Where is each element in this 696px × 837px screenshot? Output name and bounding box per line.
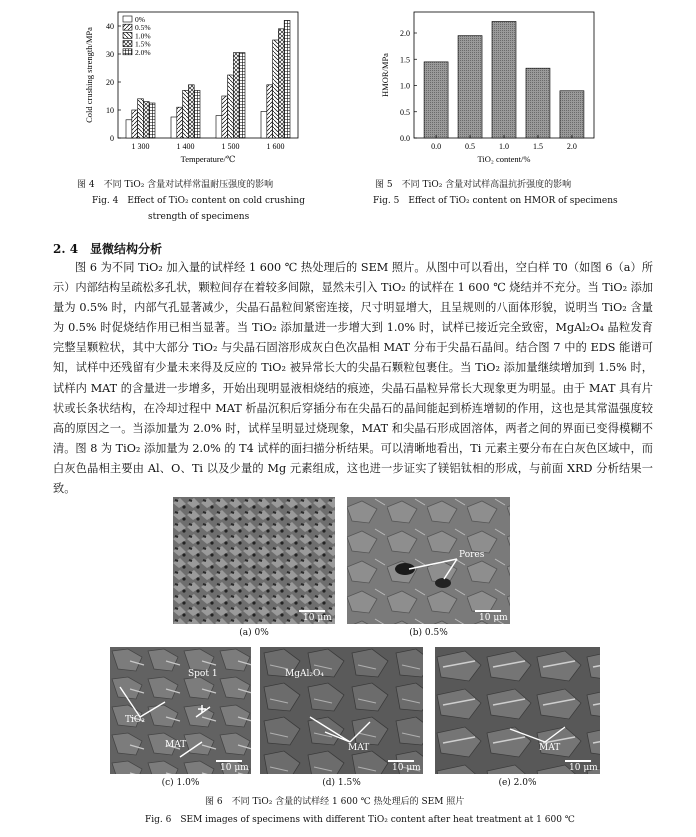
bar-0% <box>126 120 132 138</box>
y-axis-label: Cold crushing strength/MPa <box>84 27 94 123</box>
bar-0% <box>171 117 177 138</box>
legend-swatch <box>123 49 132 55</box>
y-tick-label: 30 <box>106 50 114 59</box>
x-tick-label: 2.0 <box>566 142 577 151</box>
x-tick-label: 1.0 <box>499 142 509 151</box>
label-c: (c) 1.0% <box>161 778 200 788</box>
label-b: (b) 0.5% <box>409 628 448 638</box>
bar-0.5% <box>177 107 183 138</box>
bar-0% <box>261 111 267 138</box>
bar-1.5% <box>233 53 239 138</box>
y-tick-label: 10 <box>106 106 114 115</box>
fig4-caption-en: Fig. 4 Effect of TiO₂ content on cold crushing <box>92 196 305 206</box>
y-tick-label: 1.5 <box>400 55 410 65</box>
y-axis-label: HMOR/MPa <box>380 53 390 97</box>
annotation-mat-e: MAT <box>539 743 561 753</box>
y-tick-label: 1.0 <box>400 81 410 91</box>
bar-0.5% <box>267 85 273 138</box>
scale-label-e: 10 μm <box>569 763 598 773</box>
y-tick-label: 0 <box>110 134 114 143</box>
bar-2.0% <box>149 103 155 138</box>
x-tick-label: 0.5 <box>465 142 476 151</box>
bar-0.5% <box>132 110 138 138</box>
bar-1.0% <box>183 90 189 138</box>
bar-1.0% <box>273 40 279 138</box>
sem-image-b <box>347 497 510 624</box>
label-e: (e) 2.0% <box>498 778 537 788</box>
x-axis-label: TiO₂ content/% <box>477 154 531 164</box>
x-axis-label: Temperature/℃ <box>180 154 236 164</box>
bar <box>526 68 550 138</box>
fig4-chart <box>82 4 312 174</box>
y-tick-label: 2.0 <box>400 29 410 38</box>
sem-image-c <box>110 647 251 774</box>
sem-image-e <box>435 647 600 774</box>
scale-label-d: 10 μm <box>392 763 421 773</box>
label-d: (d) 1.5% <box>322 778 361 788</box>
label-a: (a) 0% <box>239 628 269 638</box>
legend-label: 1.0% <box>135 31 151 41</box>
body-text <box>53 258 653 499</box>
bar-1.0% <box>228 75 234 138</box>
annotation-tio2: TiO₂ <box>125 715 145 725</box>
legend-swatch <box>123 32 132 38</box>
fig6-caption-en: Fig. 6 SEM images of specimens with different TiO₂ content after heat treatment at 1 600 ℃ <box>145 815 575 825</box>
x-tick-label: 1 300 <box>131 142 150 151</box>
bar-0.5% <box>222 96 228 138</box>
annotation-spot1: Spot 1 <box>188 669 218 679</box>
paragraph: 图 6 为不同 TiO₂ 加入量的试样经 1 600 ℃ 热处理后的 SEM 照片。从图中可以看出，空白样 T0（如图 6（a）所示）内部结构呈疏松多孔状，颗粒间存在着较多间隙，显然未引入 TiO₂ 的试样在 1 600 ℃ 烧结并不充分。当 TiO₂ 添加量为 0.5% 时，内部气孔显著减少，尖晶石晶粒间紧密连接，尺寸明显增大，且呈规则的八面体形貌，说明当 TiO₂ 含量为 0.5% 时促烧结作用已相当显著。当 TiO₂ 添加量进一步增大到 1.0% 时，试样已接近完全致密，MgAl₂O₄ 晶粒发育完整呈颗粒状，其中大部分 TiO₂ 与尖晶石固溶形成灰白色次晶相 MAT 分布于尖晶石晶间。结合图 7 中的 EDS 能谱可知，试样中还残留有少量未来得及反应的 TiO₂ 被异常长大的尖晶石颗粒包裹住。当 TiO₂ 添加量继续增加到 1.5% 时，试样内 MAT 的含量进一步增多，开始出现明显液相烧结的痕迹，尖晶石晶粒异常长大现象更为明显。由于 MAT 具有片状或长条状结构，在冷却过程中 MAT 析晶沉积后穿插分布在尖晶石的晶间能起到桥连增韧的作用，这也是其常温强度较高的原因之一。当添加量为 2.0% 时，试样呈明显过烧现象，MAT 和尖晶石形成固溶体，两者之间的界面已变得模糊不清。图 8 为 TiO₂ 添加量为 2.0% 的 T4 试样的面扫描分析结果。可以清晰地看出，Ti 元素主要分布在白灰色区域中，而白灰色晶相主要由 Al、O、Ti 以及少量的 Mg 元素组成，这也进一步证实了镁铝钛相的形成，与前面 XRD 分析结果一致。 <box>53 261 653 496</box>
annotation-mgal2o4: MgAl₂O₄ <box>285 669 324 679</box>
bar-1.5% <box>188 85 194 138</box>
annotation-pores: Pores <box>459 550 485 560</box>
bar <box>424 62 448 138</box>
y-tick-label: 20 <box>106 78 114 87</box>
legend-swatch <box>123 16 132 22</box>
scale-label-b: 10 μm <box>479 613 508 623</box>
sem-image-d <box>260 647 423 774</box>
bar-1.5% <box>143 102 149 138</box>
annotation-mat-d: MAT <box>348 743 370 753</box>
y-tick-label: 0.0 <box>400 134 410 143</box>
legend-label: 2.0% <box>135 47 151 57</box>
x-tick-label: 0.0 <box>431 142 442 151</box>
fig4-caption-cn: 图 4 不同 TiO₂ 含量对试样常温耐压强度的影响 <box>77 180 274 190</box>
y-tick-label: 0.5 <box>400 107 410 117</box>
bar-2.0% <box>284 20 290 138</box>
fig4-caption-en-2: strength of specimens <box>148 212 250 222</box>
bar <box>458 36 482 138</box>
fig6-caption-cn: 图 6 不同 TiO₂ 含量的试样经 1 600 ℃ 热处理后的 SEM 照片 <box>205 797 465 807</box>
bar-2.0% <box>194 90 200 138</box>
x-tick-label: 1 500 <box>221 142 240 151</box>
annotation-mat-c: MAT <box>165 740 187 750</box>
scale-label-a: 10 μm <box>303 613 332 623</box>
y-tick-label: 40 <box>106 22 114 31</box>
sem-image-a <box>173 497 335 624</box>
bar-1.5% <box>278 29 284 138</box>
scale-label-c: 10 μm <box>220 763 249 773</box>
legend-label: 0.5% <box>135 23 151 33</box>
bar-2.0% <box>239 53 245 138</box>
legend-label: 0% <box>135 15 145 24</box>
x-tick-label: 1 400 <box>176 142 195 151</box>
x-tick-label: 1 600 <box>266 142 285 151</box>
legend-label: 1.5% <box>135 39 151 49</box>
legend-swatch <box>123 24 132 30</box>
x-tick-label: 1.5 <box>532 142 543 151</box>
section-title: 2. 4 显微结构分析 <box>53 242 163 256</box>
fig5-caption-en: Fig. 5 Effect of TiO₂ content on HMOR of specimens <box>373 196 618 206</box>
fig5-caption-cn: 图 5 不同 TiO₂ 含量对试样高温抗折强度的影响 <box>375 180 572 190</box>
bar-0% <box>216 116 222 138</box>
fig5-chart <box>378 4 608 174</box>
bar <box>492 21 516 138</box>
bar <box>560 91 584 138</box>
legend-swatch <box>123 41 132 47</box>
bar-1.0% <box>138 99 144 138</box>
